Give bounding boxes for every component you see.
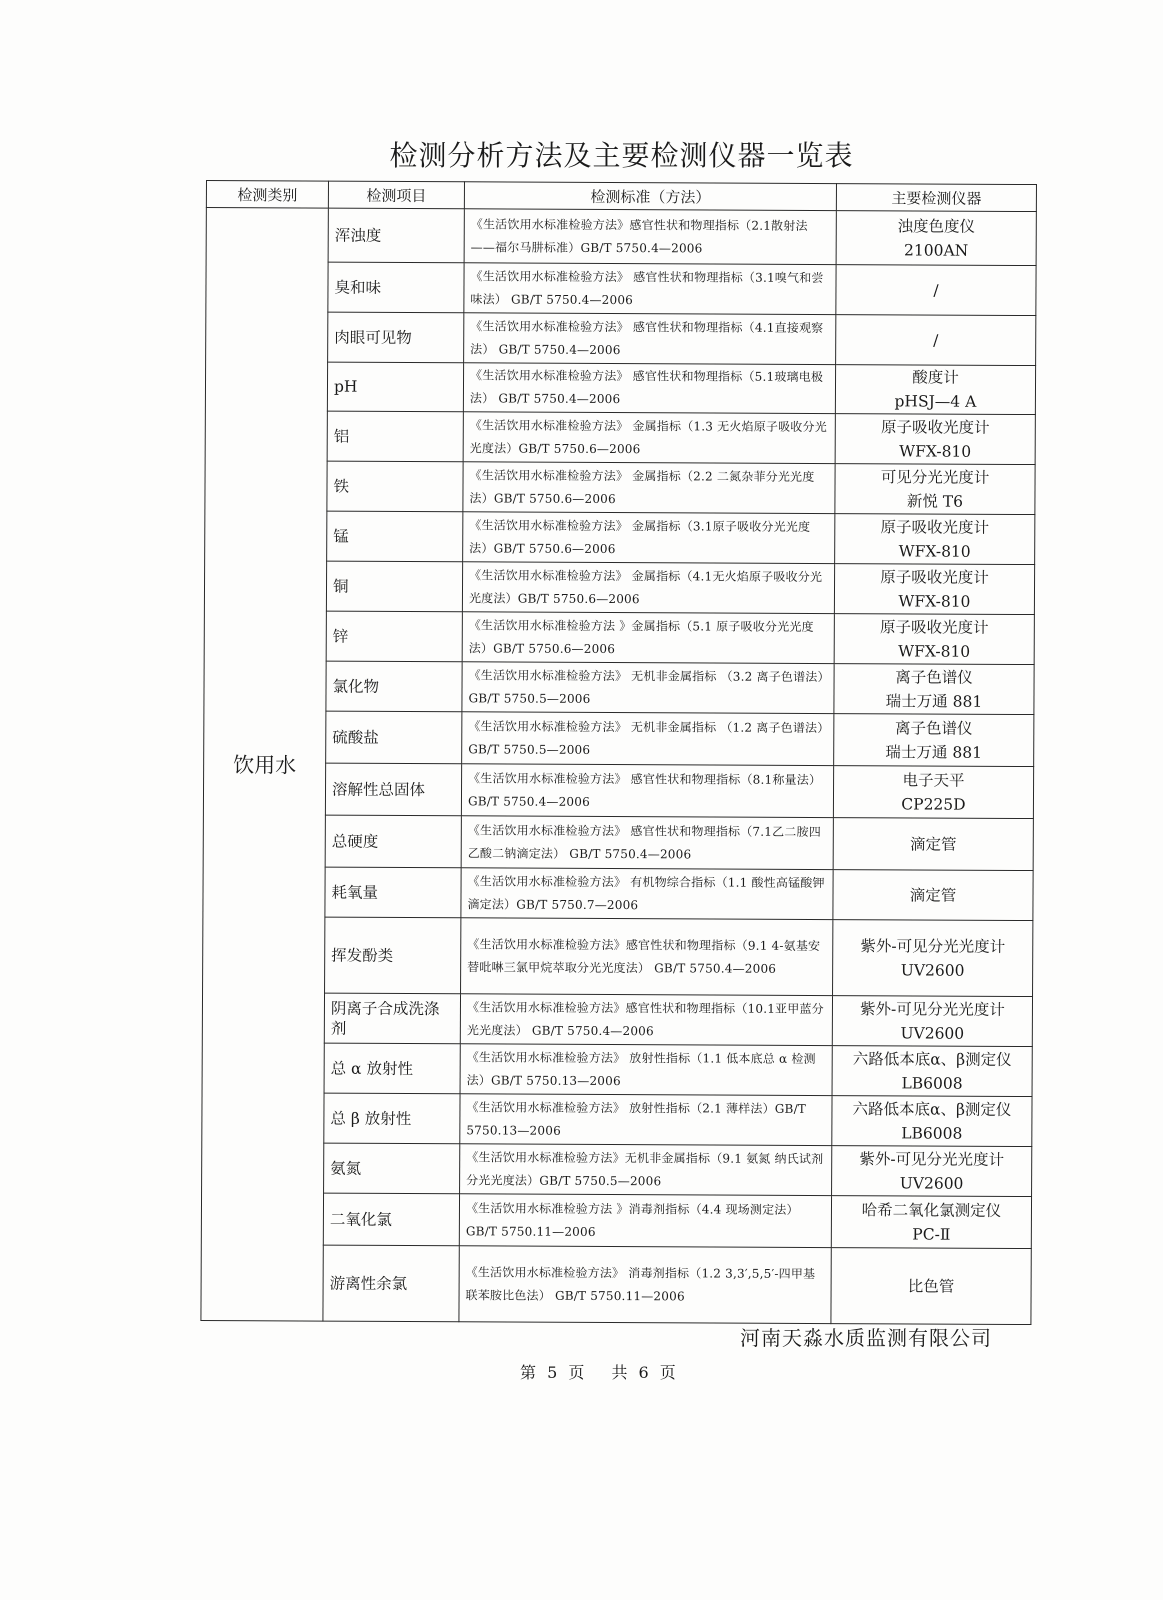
table-row (205, 510, 1035, 564)
instrument-model: WFX-810 (898, 641, 971, 661)
instrument-name: 紫外-可见分光光度计 (859, 1149, 1005, 1169)
instrument-cell (832, 1096, 1032, 1147)
instrument-name: 比色管 (907, 1276, 955, 1296)
instrument-model: WFX-810 (898, 591, 971, 611)
item-cell: 锌 (326, 611, 462, 662)
instrument-model: UV2600 (900, 960, 965, 980)
company-name: 河南天淼水质监测有限公司 (740, 1326, 992, 1350)
header-standard: 检测标准（方法） (464, 182, 836, 211)
table-row (203, 866, 1033, 920)
item-cell: 铝 (327, 411, 463, 462)
instrument-name: 可见分光光度计 (880, 467, 990, 487)
header-instrument: 主要检测仪器 (836, 184, 1036, 212)
table-row (206, 312, 1036, 366)
instrument-model: 新悦 T6 (906, 491, 964, 511)
instrument-model: CP225D (901, 794, 966, 814)
standard-cell: 《生活饮用水标准检验方法》 放射性指标（2.1 薄样法）GB/T 5750.13—2006 (460, 1094, 832, 1146)
page-title: 检测分析方法及主要检测仪器一览表 (389, 139, 854, 172)
item-cell: 硫酸盐 (326, 711, 462, 764)
item-cell: 锰 (327, 511, 463, 562)
table-row (205, 362, 1035, 415)
standard-cell: 《生活饮用水标准检验方法》 金属指标（4.1无火焰原子吸收分光光度法）GB/T 5750.6—2006 (462, 562, 834, 614)
item-cell: 阴离子合成洗涤剂 (324, 993, 460, 1044)
instrument-model: UV2600 (900, 1023, 965, 1043)
table-row (204, 710, 1034, 766)
table-row (205, 410, 1035, 464)
item-cell: 总 α 放射性 (324, 1043, 460, 1094)
instrument-cell (835, 414, 1035, 465)
instrument-cell (836, 315, 1036, 366)
instrument-model: LB6008 (901, 1073, 963, 1093)
instrument-cell (833, 870, 1033, 921)
instrument-name: 原子吸收光度计 (880, 617, 989, 637)
instrument-model: UV2600 (899, 1173, 964, 1193)
table-row (204, 660, 1034, 714)
methods-table (200, 180, 1037, 1325)
instrument-name: 滴定管 (909, 885, 957, 905)
standard-cell: 《生活饮用水标准检验方法》无机非金属指标（9.1 氨氮 纳氏试剂分光光度法）GB/T 5750.5—2006 (460, 1144, 832, 1196)
standard-cell: 《生活饮用水标准检验方法》 金属指标（1.3 无火焰原子吸收分光光度法）GB/T 5750.6—2006 (463, 412, 835, 464)
item-cell: 铜 (326, 561, 462, 612)
instrument-model: 2100AN (904, 240, 969, 260)
instrument-name: 离子色谱仪 (895, 667, 973, 687)
table-row (204, 560, 1034, 614)
instrument-cell (836, 211, 1036, 266)
standard-cell: 《生活饮用水标准检验方法》 感官性状和物理指标（5.1玻璃电极法） GB/T 5750.4—2006 (463, 363, 835, 414)
instrument-cell (831, 1248, 1031, 1325)
instrument-cell (833, 920, 1033, 997)
table-row (202, 1092, 1032, 1146)
instrument-name: 六路低本底α、β测定仪 (852, 1099, 1012, 1119)
standard-cell: 《生活饮用水标准检验方法 》消毒剂指标（4.4 现场测定法）GB/T 5750.11—2006 (459, 1194, 831, 1248)
standard-cell: 《生活饮用水标准检验方法》 无机非金属指标 （1.2 离子色谱法）GB/T 5750.5—2006 (462, 712, 834, 766)
standard-cell: 《生活饮用水标准检验方法 》金属指标（5.1 原子吸收分光光度法）GB/T 5750.6—2006 (462, 612, 834, 664)
instrument-model: LB6008 (901, 1123, 963, 1143)
item-cell: pH (327, 362, 463, 412)
category-cell: 饮用水 (201, 208, 328, 1322)
item-cell: 耗氧量 (325, 867, 461, 918)
item-cell: 溶解性总固体 (325, 763, 461, 816)
instrument-cell (832, 1046, 1032, 1097)
instrument-model: WFX-810 (898, 541, 971, 561)
instrument-name: 酸度计 (912, 368, 959, 387)
instrument-name: 原子吸收光度计 (880, 567, 989, 587)
standard-cell: 《生活饮用水标准检验方法》 有机物综合指标（1.1 酸性高锰酸钾滴定法）GB/T 5750.7—2006 (461, 868, 833, 920)
header-category: 检测类别 (206, 181, 328, 209)
instrument-name: 原子吸收光度计 (880, 417, 990, 437)
item-cell: 总硬度 (325, 815, 461, 868)
item-cell: 肉眼可见物 (328, 312, 464, 363)
table-row (201, 1244, 1031, 1324)
instrument-cell (833, 818, 1033, 871)
instrument-cell (834, 714, 1034, 767)
instrument-cell (833, 766, 1033, 819)
instrument-name: / (933, 281, 939, 300)
item-cell: 铁 (327, 461, 463, 512)
item-cell: 游离性余氯 (323, 1245, 459, 1322)
instrument-name: 紫外-可见分光光度计 (860, 999, 1005, 1019)
table-row (206, 208, 1036, 266)
instrument-cell (831, 1196, 1031, 1249)
instrument-cell (834, 564, 1034, 615)
instrument-name: 滴定管 (909, 834, 957, 854)
instrument-cell (835, 464, 1035, 515)
item-cell: 挥发酚类 (325, 917, 461, 994)
standard-cell: 《生活饮用水标准检验方法》感官性状和物理指标（9.1 4-氨基安替吡啉三氯甲烷萃取分光光度法） GB/T 5750.4—2006 (461, 918, 833, 996)
table-header-row (206, 181, 1036, 212)
instrument-name: 原子吸收光度计 (880, 517, 990, 537)
table-row (206, 262, 1036, 316)
standard-cell: 《生活饮用水标准检验方法》 感官性状和物理指标（4.1直接观察法） GB/T 5750.4—2006 (464, 313, 836, 365)
table-row (205, 460, 1035, 514)
instrument-cell (836, 265, 1036, 316)
standard-cell: 《生活饮用水标准检验方法》 无机非金属指标 （3.2 离子色谱法）GB/T 5750.5—2006 (462, 662, 834, 714)
table-row (203, 814, 1033, 870)
standard-cell: 《生活饮用水标准检验方法》 放射性指标（1.1 低本底总 α 检测法）GB/T 5750.13—2006 (460, 1044, 832, 1096)
instrument-name: 离子色谱仪 (895, 718, 973, 738)
table-row (202, 1042, 1032, 1096)
standard-cell: 《生活饮用水标准检验方法》感官性状和物理指标（2.1散射法——福尔马肼标准）GB/T 5750.4—2006 (464, 209, 836, 265)
standard-cell: 《生活饮用水标准检验方法》 感官性状和物理指标（7.1乙二胺四乙酸二钠滴定法） GB/T 5750.4—2006 (461, 816, 833, 870)
standard-cell: 《生活饮用水标准检验方法》 金属指标（2.2 二氮杂菲分光光度法）GB/T 5750.6—2006 (463, 462, 835, 514)
standard-cell: 《生活饮用水标准检验方法》 消毒剂指标（1.2 3,3′,5,5′-四甲基联苯胺比色法） GB/T 5750.11—2006 (459, 1246, 831, 1324)
standard-cell: 《生活饮用水标准检验方法》 金属指标（3.1原子吸收分光光度法）GB/T 5750.6—2006 (463, 512, 835, 564)
instrument-name: / (933, 331, 939, 350)
instrument-model: PC-Ⅱ (912, 1224, 951, 1244)
item-cell: 总 β 放射性 (324, 1093, 460, 1144)
item-cell: 氨氮 (324, 1143, 460, 1194)
item-cell: 二氧化氯 (323, 1193, 459, 1246)
item-cell: 浑浊度 (328, 208, 464, 263)
instrument-name: 紫外-可见分光光度计 (860, 936, 1006, 956)
item-cell: 臭和味 (328, 262, 464, 313)
instrument-model: 瑞士万通 881 (885, 691, 983, 711)
table-row (202, 992, 1032, 1046)
instrument-cell (835, 365, 1035, 415)
table-row (202, 1142, 1032, 1196)
instrument-name: 六路低本底α、β测定仪 (852, 1049, 1012, 1069)
instrument-model: pHSJ—4 A (894, 392, 977, 411)
item-cell: 氯化物 (326, 661, 462, 712)
table-row (203, 762, 1033, 818)
instrument-model: 瑞士万通 881 (885, 742, 983, 762)
instrument-model: WFX-810 (899, 441, 972, 461)
table-row (204, 610, 1034, 664)
standard-cell: 《生活饮用水标准检验方法》 感官性状和物理指标（3.1嗅气和尝味法） GB/T 5750.4—2006 (464, 263, 836, 315)
instrument-cell (834, 664, 1034, 715)
instrument-cell (832, 996, 1032, 1047)
standard-cell: 《生活饮用水标准检验方法》 感官性状和物理指标（8.1称量法） GB/T 5750.4—2006 (461, 764, 833, 818)
instrument-cell (832, 1146, 1032, 1197)
instrument-cell (834, 614, 1034, 665)
instrument-name: 电子天平 (902, 770, 965, 790)
table-body (201, 208, 1036, 1325)
standard-cell: 《生活饮用水标准检验方法》感官性状和物理指标（10.1亚甲蓝分光光度法） GB/T 5750.4—2006 (460, 994, 832, 1046)
instrument-name: 浊度色度仪 (897, 216, 976, 236)
instrument-name: 哈希二氧化氯测定仪 (861, 1200, 1002, 1220)
page-number: 第 5 页 共 6 页 (520, 1363, 676, 1382)
table-row (201, 1192, 1031, 1248)
instrument-cell (835, 514, 1035, 565)
header-item: 检测项目 (328, 181, 464, 209)
table-row (203, 916, 1033, 996)
